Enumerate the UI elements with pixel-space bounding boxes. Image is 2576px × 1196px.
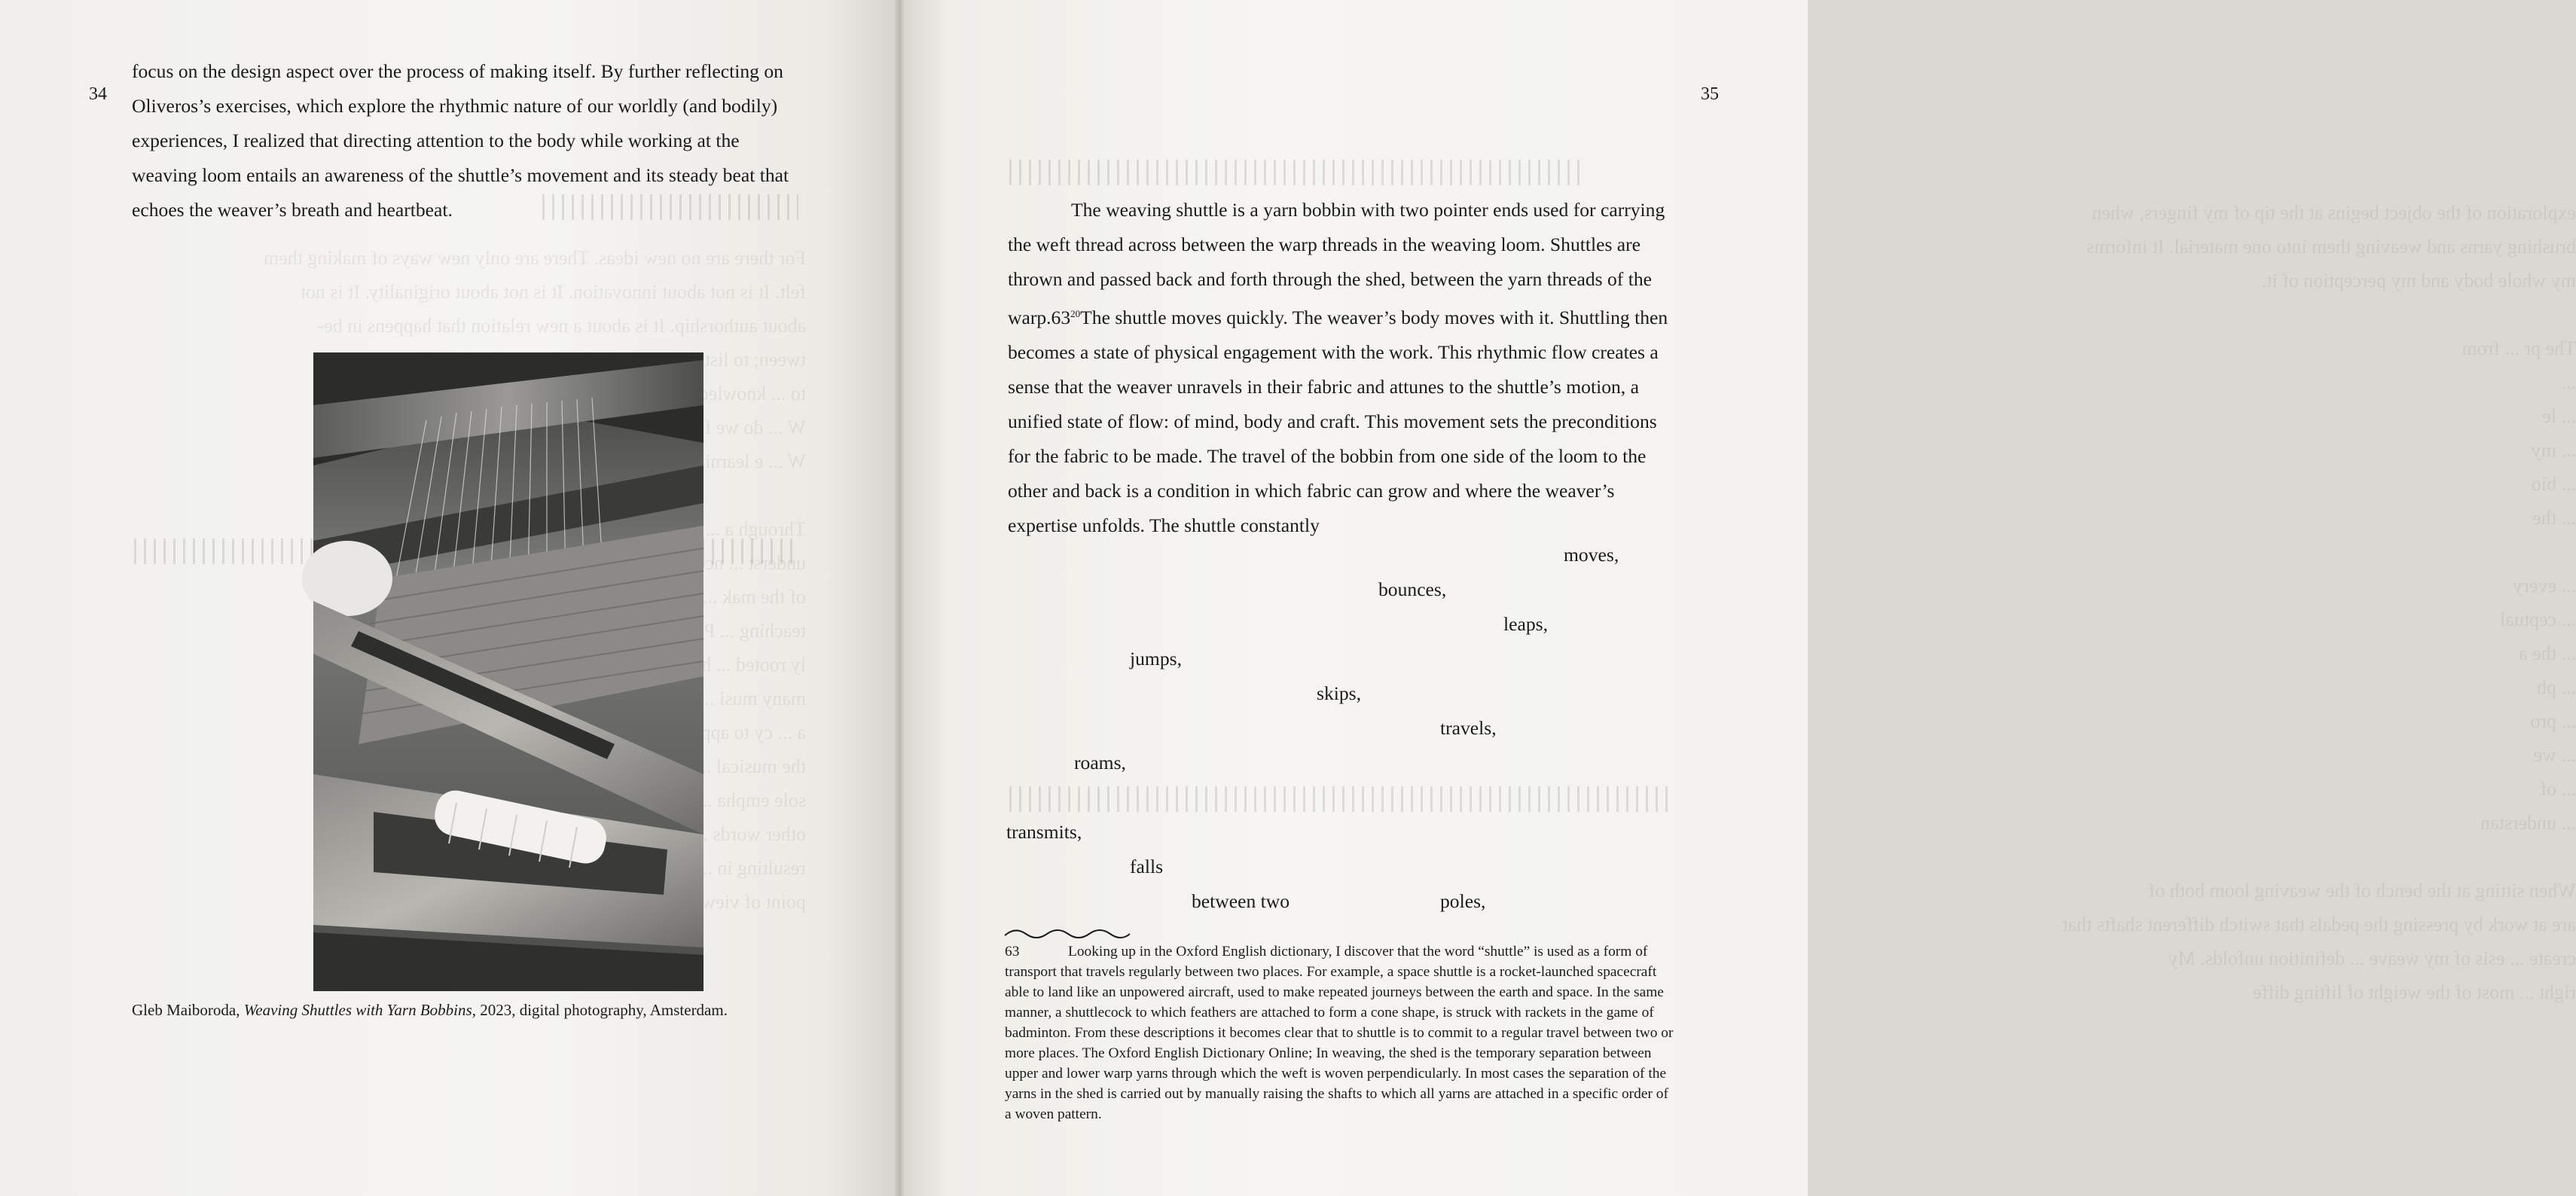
page-number: 35 xyxy=(1701,84,1719,104)
scattered-word-bounces: bounces, xyxy=(1378,578,1447,600)
note-marker: 20 xyxy=(1070,308,1081,319)
scattered-word-skips: skips, xyxy=(1317,682,1362,704)
scattered-word-between-two: between two xyxy=(1192,890,1290,912)
scattered-word-roams: roams, xyxy=(1074,752,1126,773)
scattered-word-falls: falls xyxy=(1130,856,1164,877)
scattered-word-poles: poles, xyxy=(1440,890,1486,912)
scattered-word-jumps: jumps, xyxy=(1130,648,1182,670)
figure-caption xyxy=(132,999,795,1021)
scattered-word-leaps: leaps, xyxy=(1503,613,1548,635)
paragraph-end: The shuttle moves quickly. The weaver’s body moves with it. Shuttling then becomes a state of physical engagement with the work. This rhythmic flow creates a sense that the weaver unravels in their fabric and attunes to the shuttle’s motion, a unified state of flow: of mind, body and craft. This movement sets the preconditions for the fabric to be made. The travel of the bobbin from one side of the loom to the other and back is a condition in which fabric can grow and where the weaver’s expertise unfolds. The shuttle constantly xyxy=(1008,307,1668,536)
scattered-word-transmits: transmits, xyxy=(1006,821,1082,843)
weaving-shuttles-image xyxy=(313,352,704,991)
bleed-through-text: For there are no new ideas. There are only new ways of making them felt. It is not about innovation. It is not about originality. It is not about authorship. It is about a new relation that happens in be- tween; to listen, to ... knowledge W ... do we W ... e learning? Through a ... underst ... nce of the mak ... teaching ... ly rooted ... many musi ... a ... cy to apply the musical ... sole empha ... other words resulting in ... point of view xyxy=(263,247,806,913)
footnote-number: 63 xyxy=(1005,944,1020,960)
bleed-through-bars xyxy=(1009,160,1582,185)
caption-author: Gleb Maiboroda, xyxy=(132,1001,244,1019)
caption-title: Weaving Shuttles with Yarn Bobbins xyxy=(243,1001,472,1019)
paragraph-start: The weaving shuttle is a yarn bobbin with two pointer ends used for carrying the weft thread across between the warp threads in the weaving loom. Shuttles are thrown and passed back and forth through the shed, between the yarn threads of the warp.63 xyxy=(1008,199,1665,328)
caption-details: , 2023, digital photography, Amsterdam. xyxy=(472,1001,728,1019)
left-page xyxy=(0,0,898,1196)
bleed-through-bars xyxy=(1009,786,1672,812)
footnote xyxy=(1005,941,1674,1124)
scattered-word-travels: travels, xyxy=(1440,717,1497,739)
bleed-through-text: exploration of the object begins at the tip of my fingers, when brushing yarns and weaving them into one material. It informs my whole body and my perception of it. The pr ... from ... ... le ... my ... bio ... the ... every ... ceptual ... the a ... ph ... pro ... we ... of ... understan When sitting at the bench of the weaving loom both of are at work by pressing the pedals that switch different shafts that create ... esis of my weave ... definition unfolds. My right ... most of the weight of lifting diffe xyxy=(2062,202,2576,1003)
page-number: 34 xyxy=(89,84,107,104)
body-paragraph xyxy=(1008,193,1677,543)
footnote-divider xyxy=(1003,925,1131,941)
loom-photograph xyxy=(313,352,704,991)
body-paragraph: focus on the design aspect over the process of making itself. By further reflecting on Oliveros’s exercises, which explore the rhythmic nature of our worldly (and bodily) experiences, I realized that directing attention to the body while working at the weaving loom entails an awareness of the shuttle’s movement and its steady beat that echoes the weaver’s breath and heartbeat. xyxy=(132,60,789,221)
scattered-word-moves: moves, xyxy=(1564,544,1619,566)
footnote-text: Looking up in the Oxford English dictionary, I discover that the word “shuttle” is used as a form of transport that travels regularly between two places. For example, a space shuttle is a rocket-launched spacecraft able to land like an unpowered aircraft, used to make repeated journeys between the earth and space. In the same manner, a shuttlecock to which feathers are attached to form a cone shape, is struck with rackets in the game of badminton. From these descriptions it becomes clear that to shuttle is to commit to a regular travel between two or more places. The Oxford English Dictionary Online; In weaving, the shed is the temporary separation between upper and lower warp yarns through which the weft is woven perpendicularly. In most cases the separation of the yarns in the shed is carried out by manually raising the shafts to which all yarns are attached in a specific order of a woven pattern. xyxy=(1005,944,1674,1122)
